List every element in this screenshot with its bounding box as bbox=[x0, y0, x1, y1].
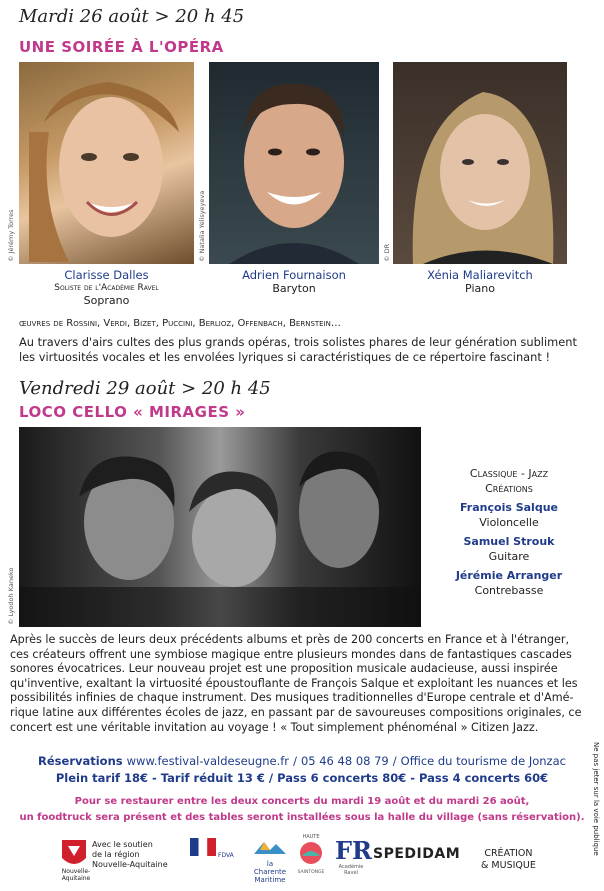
region-text: Avec le soutien bbox=[92, 840, 153, 849]
concert2-description bbox=[10, 633, 590, 735]
clarisse-dalles-photo bbox=[19, 62, 194, 264]
concert1-date: Mardi 26 août > 20 h 45 bbox=[19, 6, 245, 27]
member-role: Violoncelle bbox=[479, 516, 539, 529]
concert1-works: œuvres de Rossini, Verdi, Bizet, Puccini, Berlioz, Offenbach, Bernstein… bbox=[19, 318, 341, 329]
haute-saintonge-logo bbox=[295, 834, 327, 878]
description-line: rique latine aux différentes écoles de jazz, en passant par de savoureuses compositions originales, ce bbox=[10, 705, 582, 719]
adrien-role: Baryton bbox=[272, 282, 316, 295]
region-text: de la région bbox=[92, 850, 140, 859]
republique-francaise-logo bbox=[190, 838, 216, 856]
genre: Classique - Jazz bbox=[469, 467, 549, 480]
vertical-note: Ne pas jeter sur la voie publique bbox=[592, 742, 600, 856]
spedidam-logo: SPEDIDAM bbox=[373, 846, 461, 862]
fdva-logo: FDVA bbox=[218, 852, 234, 859]
description-line: sonores évocatrices. Leur nouveau projet est une proposition musicale audacieuse, aussi inspirée bbox=[10, 662, 558, 676]
description-line: ces créateurs offrent une symbiose magique entre plusieurs mondes dans de fantastiques cascades bbox=[10, 647, 572, 661]
region-support-text bbox=[92, 840, 168, 870]
concert1-description: Au travers d'airs cultes des plus grands opéras, trois solistes phares de leur génération subliment les virtuosités vocales et les envolées lyriques si caractéristiques de ce répertoire fascinant ! bbox=[19, 335, 577, 364]
creation-musique-logo bbox=[481, 848, 536, 872]
reservations-line: Réservations www.festival-valdeseugne.fr / 05 46 48 08 79 / Office du tourisme de Jonzac bbox=[38, 754, 566, 768]
charente-maritime-logo bbox=[250, 840, 290, 884]
loco-cello-photo bbox=[19, 427, 421, 627]
member-name: Jérémie Arranger bbox=[455, 569, 563, 582]
nouvelle-aquitaine-logo bbox=[60, 838, 88, 870]
fr-text: FR bbox=[335, 836, 372, 865]
member-name: François Salque bbox=[460, 501, 558, 514]
food-line: un foodtruck sera présent et des tables seront installées sous la halle du village (sans réservation). bbox=[19, 812, 585, 823]
region-logo-caption: Nouvelle-Aquitaine bbox=[61, 868, 91, 882]
clarisse-subtitle: Soliste de l'Académie Ravel bbox=[54, 283, 159, 293]
xenia-maliarevitch-photo bbox=[393, 62, 567, 264]
tourism-office: Office du tourisme de Jonzac bbox=[400, 754, 566, 768]
haute-text: HAUTE bbox=[302, 834, 320, 840]
xenia-credit: © DR bbox=[383, 243, 391, 262]
description-line: qu'inventive, exaltant la virtuosité époustouflante de François Salque et exploitant les nuances et les bbox=[10, 676, 578, 690]
member-role: Contrebasse bbox=[474, 584, 544, 597]
reservations-label: Réservations bbox=[38, 754, 123, 768]
creation-text: CRÉATION bbox=[484, 848, 533, 859]
creation-text: & MUSIQUE bbox=[481, 860, 536, 871]
food-note bbox=[0, 794, 604, 826]
description-line: concert est une véritable invitation au voyage ! « Tout simplement phénoménal » Citizen Jazz. bbox=[10, 720, 539, 734]
concert1-title: UNE SOIRÉE À L'OPÉRA bbox=[19, 38, 224, 56]
concert2-title: LOCO CELLO « MIRAGES » bbox=[19, 403, 246, 421]
genre-creations: Créations bbox=[485, 482, 533, 495]
loco-cello-credit: © Lyodoh Kaneko bbox=[7, 567, 15, 625]
fr-academie-logo bbox=[335, 836, 372, 876]
xenia-name: Xénia Maliarevitch bbox=[427, 268, 533, 282]
charente-text: la Charente bbox=[253, 860, 287, 876]
adrien-fournaison-photo bbox=[209, 62, 379, 264]
website-link[interactable]: www.festival-valdeseugne.fr bbox=[126, 754, 290, 768]
region-text: Nouvelle-Aquitaine bbox=[92, 860, 168, 869]
description-line: possibilités infinies de chaque instrument. Des musiques traditionnelles d'Europe centrale et d'Amé- bbox=[10, 691, 574, 705]
adrien-name: Adrien Fournaison bbox=[242, 268, 346, 282]
charente-text: Maritime bbox=[254, 876, 286, 884]
fr-subtext: Académie Ravel bbox=[338, 864, 364, 876]
phone-number: 05 46 48 08 79 bbox=[300, 754, 389, 768]
food-line: Pour se restaurer entre les deux concerts du mardi 19 août et du mardi 26 août, bbox=[74, 796, 530, 807]
concert2-lineup bbox=[430, 466, 588, 598]
clarisse-credit: © Jérémy Torres bbox=[7, 209, 15, 262]
description-line: Après le succès de leurs deux précédents albums et près de 200 concerts en France et à l'étranger, bbox=[10, 633, 570, 646]
member-role: Guitare bbox=[488, 550, 530, 563]
prices-line: Plein tarif 18€ - Tarif réduit 13 € / Pass 6 concerts 80€ - Pass 4 concerts 60€ bbox=[55, 771, 549, 785]
saintonge-text: SAINTONGE bbox=[297, 870, 325, 875]
xenia-role: Piano bbox=[465, 282, 495, 295]
clarisse-role: Soprano bbox=[83, 294, 130, 307]
clarisse-name: Clarisse Dalles bbox=[64, 268, 149, 282]
concert2-date: Vendredi 29 août > 20 h 45 bbox=[19, 378, 271, 399]
member-name: Samuel Strouk bbox=[463, 535, 555, 548]
adrien-credit: © Natalia Yelisyeyeva bbox=[198, 190, 206, 262]
